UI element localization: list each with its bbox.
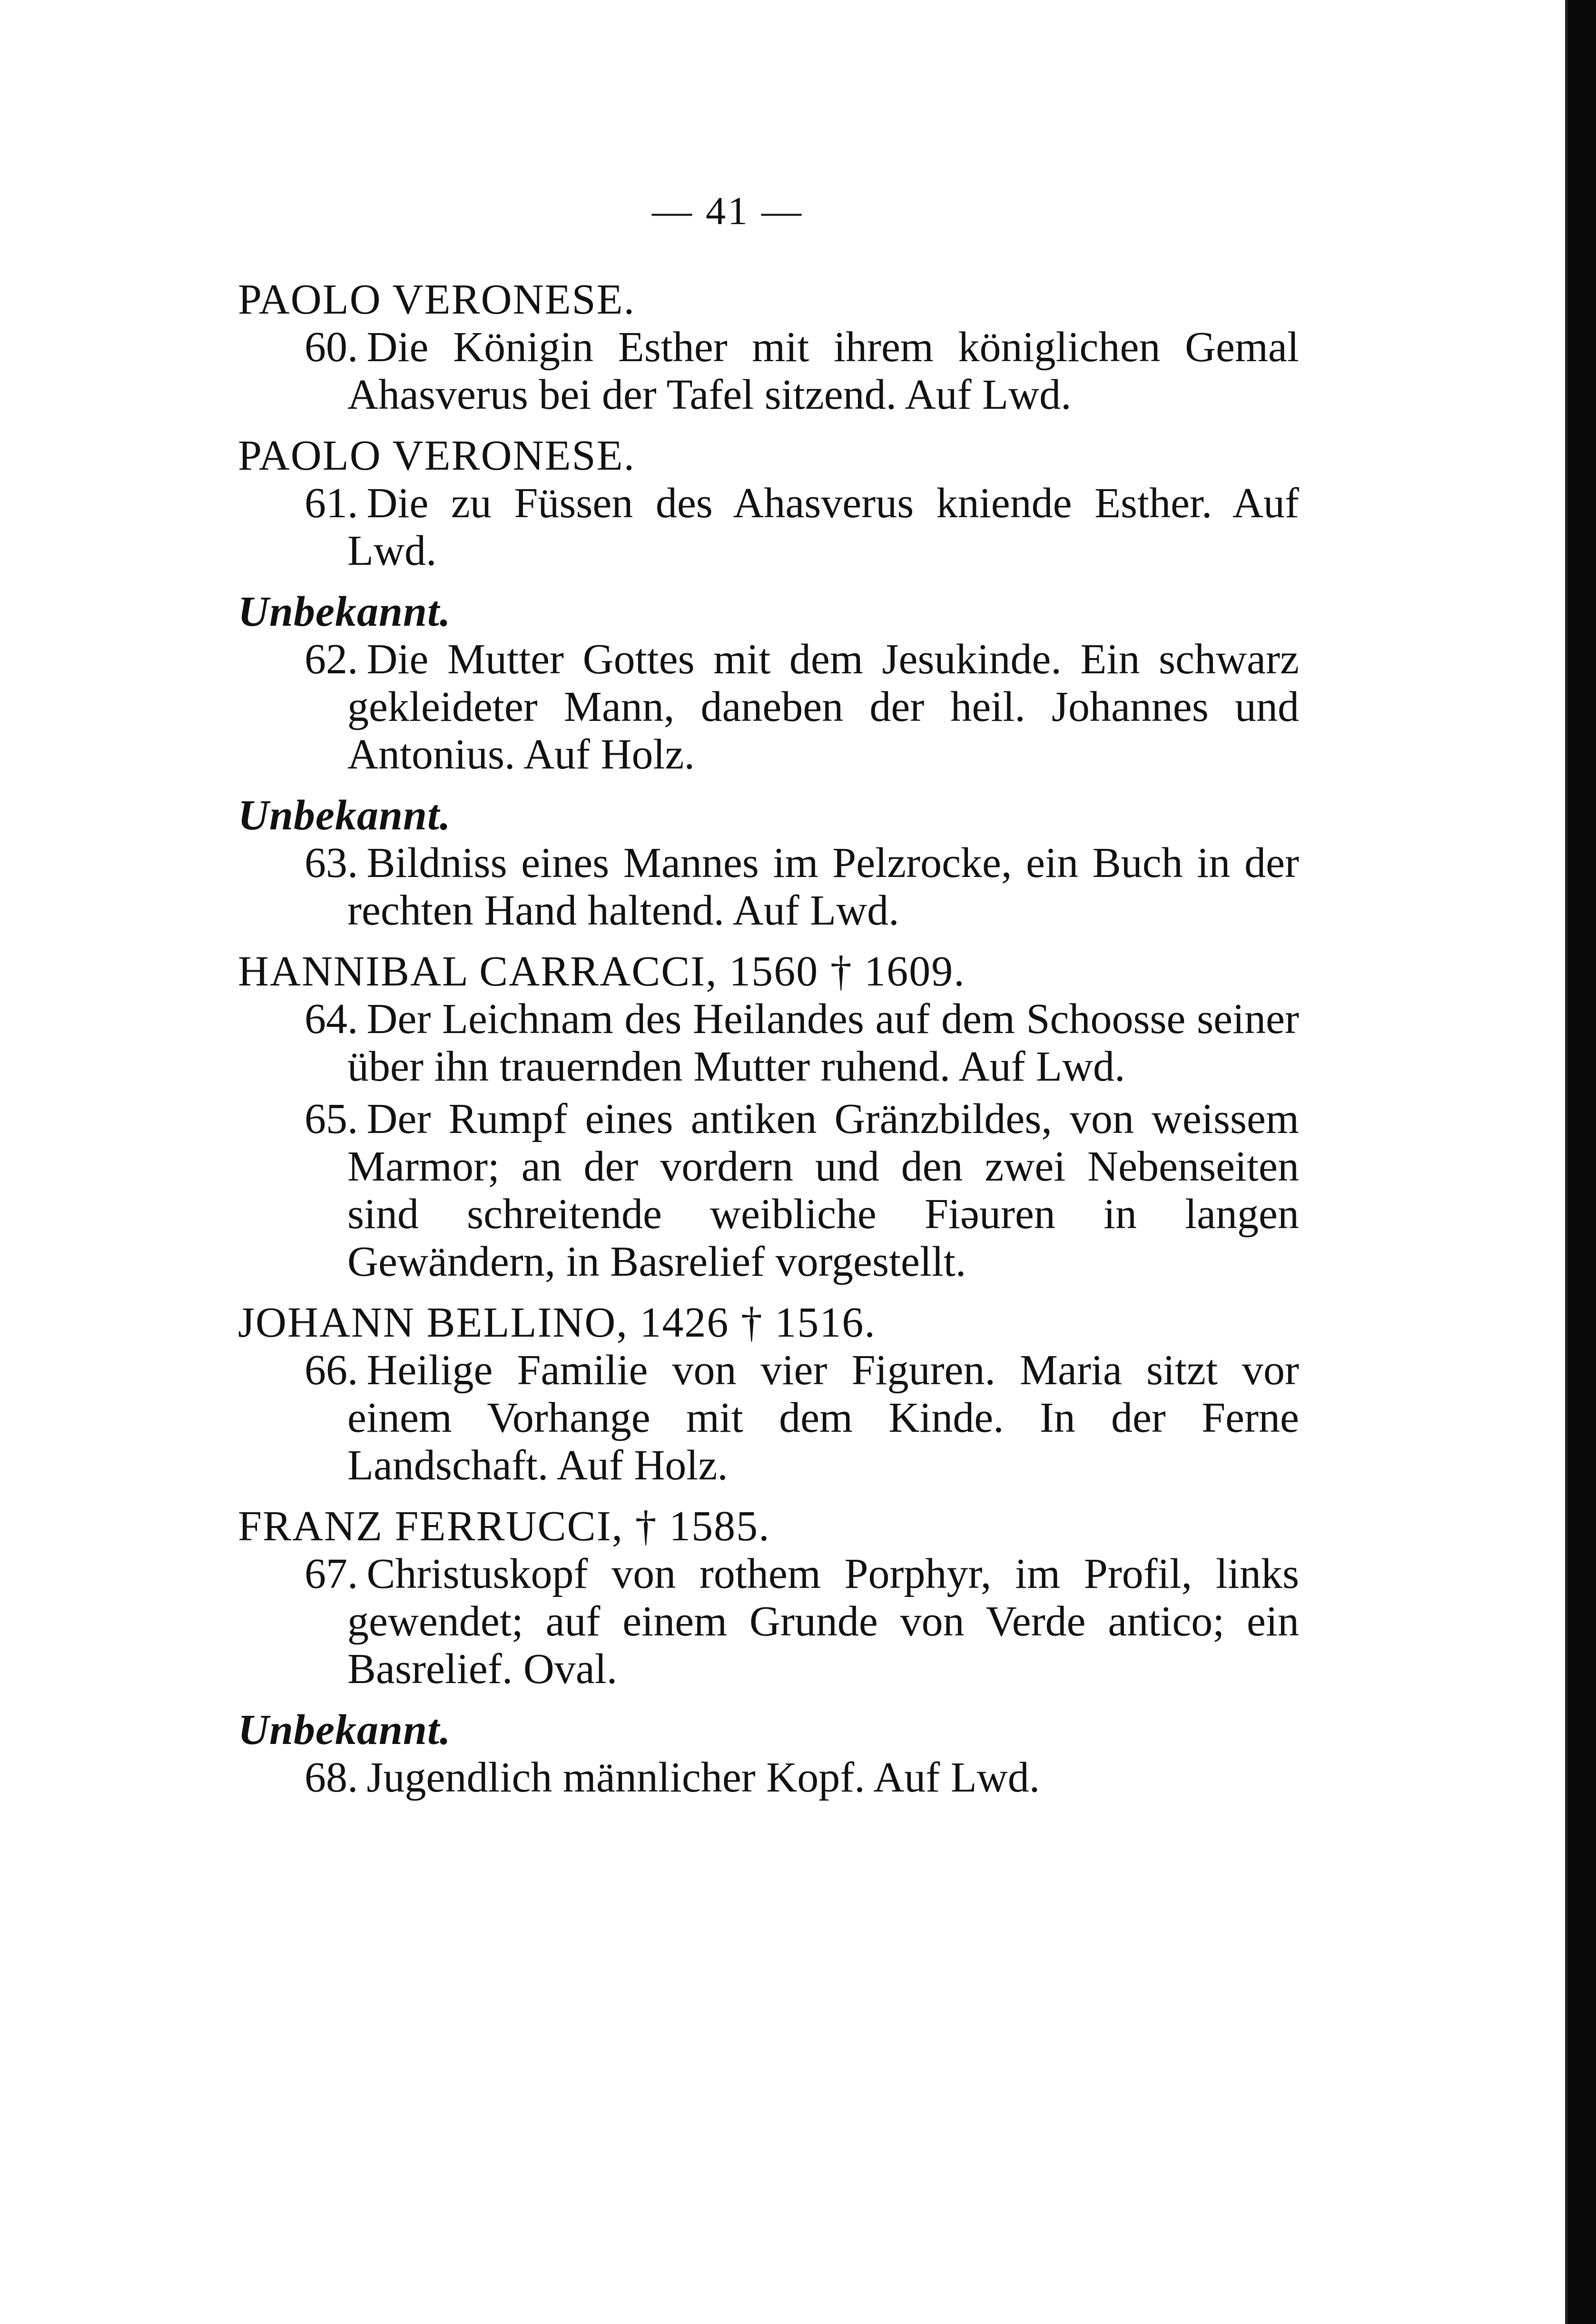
artist-heading: Unbekannt. xyxy=(238,792,451,839)
entry-number: 67. xyxy=(305,1550,358,1597)
catalog-entry xyxy=(238,1754,1299,1802)
catalog-entry xyxy=(238,839,1299,935)
scan-edge xyxy=(1568,0,1596,2324)
entry-text: Die zu Füssen des Ahasverus kniende Esther. Auf Lwd. xyxy=(347,480,1299,574)
artist-heading: PAOLO VERONESE. xyxy=(238,276,636,323)
entry-text: Die Mutter Gottes mit dem Jesukinde. Ein schwarz gekleideter Mann, daneben der heil. Johannes und Antonius. Auf Holz. xyxy=(347,636,1299,778)
entry-number: 62. xyxy=(305,636,358,683)
catalog-sections xyxy=(238,276,1299,1815)
page-number: — 41 — xyxy=(652,189,803,233)
section-gap xyxy=(238,1698,1299,1706)
entry-number: 65. xyxy=(305,1095,358,1142)
entry-number: 68. xyxy=(305,1754,358,1801)
entry-text: Christuskopf von rothem Porphyr, im Profil, links gewendet; auf einem Grunde von Verde antico; ein Basrelief. Oval. xyxy=(347,1550,1299,1693)
section-gap xyxy=(238,783,1299,792)
artist-heading: FRANZ FERRUCCI, † 1585. xyxy=(238,1503,770,1550)
catalog-entry xyxy=(238,1095,1299,1286)
catalog-entry xyxy=(238,324,1299,419)
artist-heading: Unbekannt. xyxy=(238,1706,451,1753)
entry-text: Die Königin Esther mit ihrem königlichen Gemal Ahasverus bei der Tafel sitzend. Auf Lwd. xyxy=(347,324,1299,418)
artist-heading: PAOLO VERONESE. xyxy=(238,432,636,479)
entry-number: 64. xyxy=(305,995,358,1043)
catalog-entry xyxy=(238,480,1299,575)
section-gap xyxy=(238,580,1299,588)
entry-text: Bildniss eines Mannes im Pelzrocke, ein Buch in der rechten Hand haltend. Auf Lwd. xyxy=(347,839,1299,934)
entry-text: Jugendlich männlicher Kopf. Auf Lwd. xyxy=(366,1754,1040,1801)
catalog-entry xyxy=(238,995,1299,1091)
entry-number: 60. xyxy=(305,324,358,371)
catalog-entry xyxy=(238,1550,1299,1693)
catalog-entry xyxy=(238,1347,1299,1489)
entry-text: Der Leichnam des Heilandes auf dem Schoosse seiner über ihn trauernden Mutter ruhend. Auf Lwd. xyxy=(347,995,1299,1090)
artist-heading: HANNIBAL CARRACCI, 1560 † 1609. xyxy=(238,948,965,995)
artist-heading: JOHANN BELLINO, 1426 † 1516. xyxy=(238,1299,876,1346)
catalog-entry xyxy=(238,636,1299,778)
entry-text: Heilige Familie von vier Figuren. Maria sitzt vor einem Vorhange mit dem Kinde. In der Ferne Landschaft. Auf Holz. xyxy=(347,1347,1299,1489)
section-gap xyxy=(238,1494,1299,1503)
entry-number: 61. xyxy=(305,480,358,527)
section-gap xyxy=(238,423,1299,432)
section-gap xyxy=(238,1290,1299,1299)
entry-number: 66. xyxy=(305,1347,358,1394)
artist-heading: Unbekannt. xyxy=(238,588,451,635)
entry-number: 63. xyxy=(305,839,358,886)
section-gap xyxy=(238,939,1299,948)
catalog-content xyxy=(238,276,1299,1815)
entry-text: Der Rumpf eines antiken Gränzbildes, von weissem Marmor; an der vordern und den zwei Nebenseiten sind schreitende weibliche Fiǝuren in langen Gewändern, in Basrelief vorgestellt. xyxy=(347,1095,1299,1285)
section-gap xyxy=(238,1806,1299,1815)
